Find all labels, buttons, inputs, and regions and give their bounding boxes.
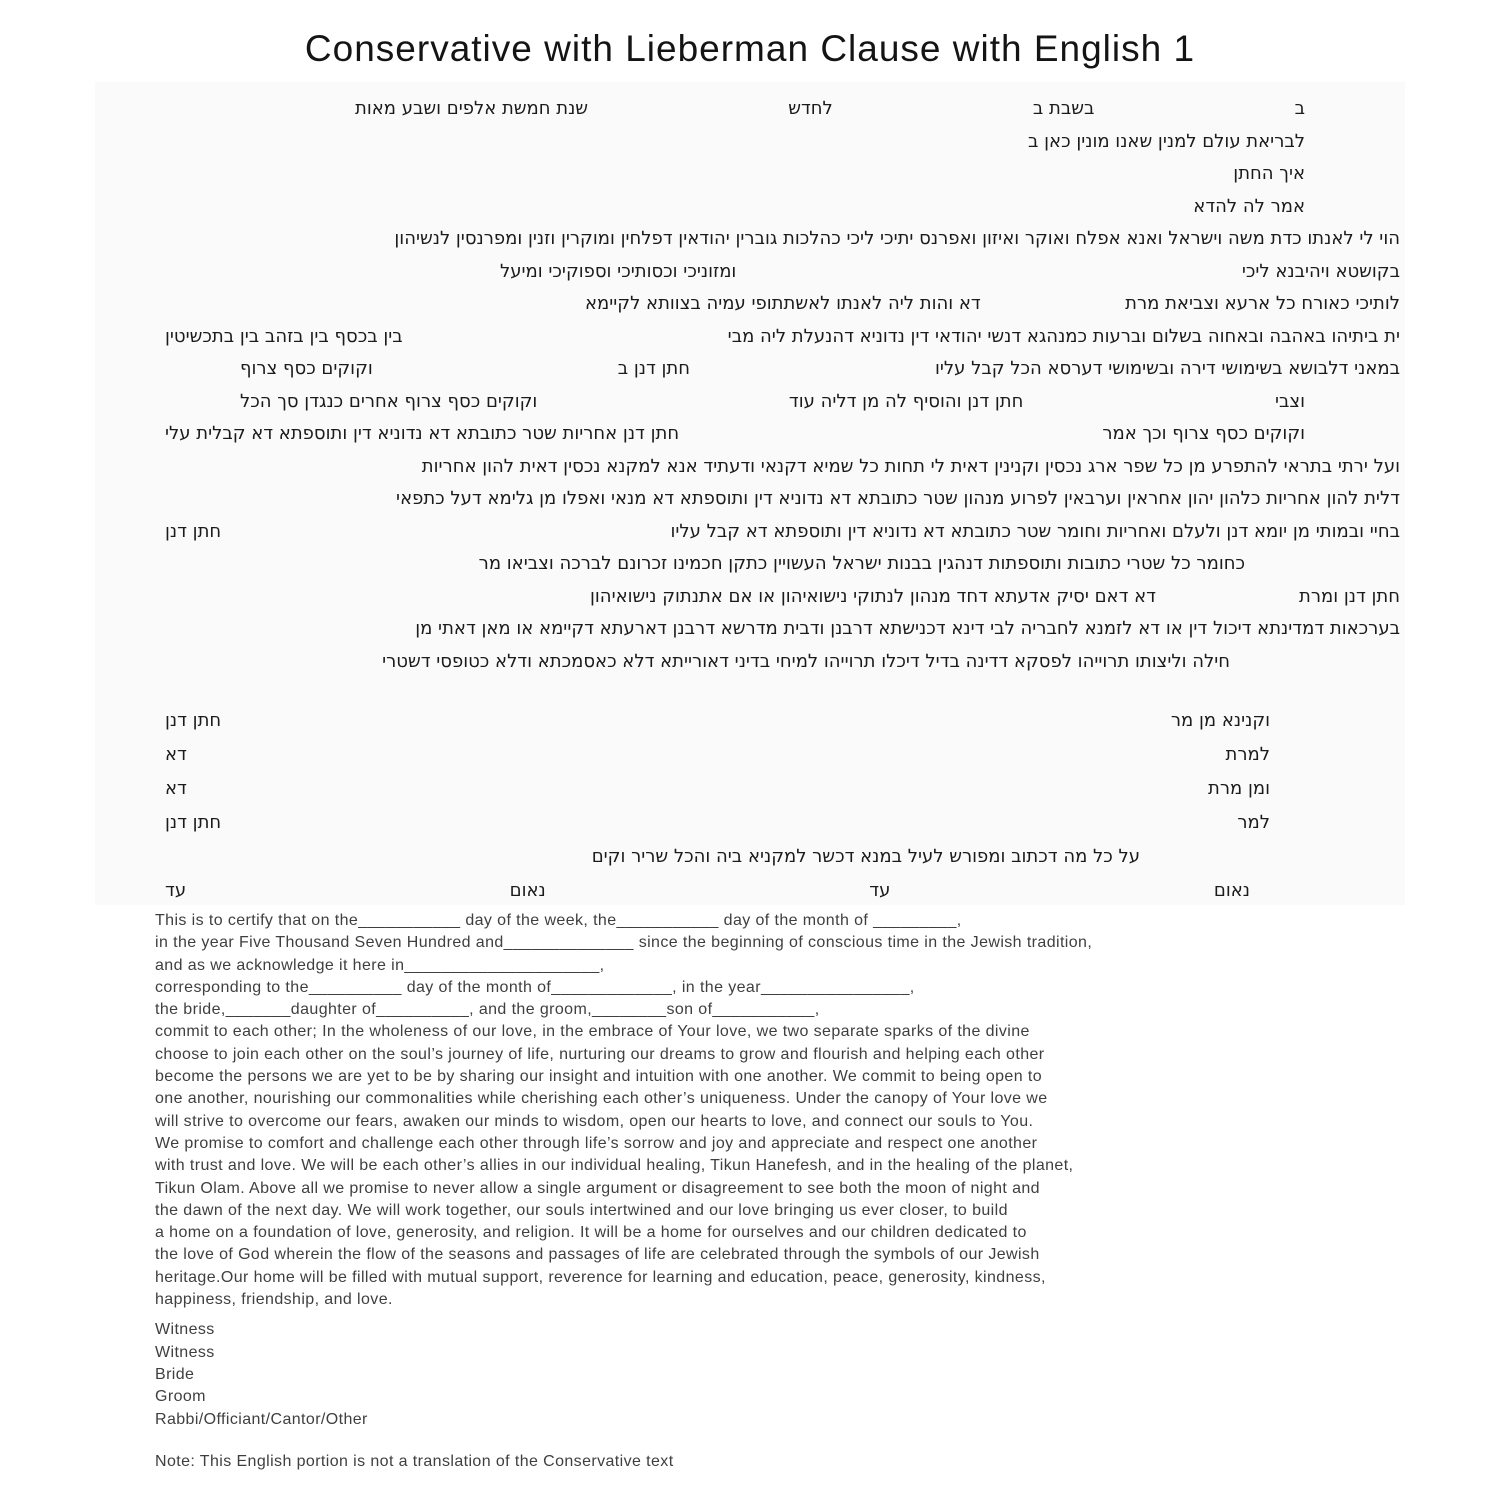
hebrew-line (165, 391, 1400, 424)
hebrew-line (165, 812, 1400, 846)
hebrew-segment: וקוקים כסף צרוף (240, 358, 373, 379)
english-line: with trust and love. We will be each other’s allies in our individual healing, Tikun Hanefesh, and in the healing of the planet, (155, 1157, 1074, 1175)
hebrew-segment: למרת (1225, 744, 1270, 765)
english-line: one another, nourishing our commonalities while cherishing each other’s uniqueness. Under the canopy of Your love we (155, 1090, 1048, 1108)
hebrew-line (165, 778, 1400, 812)
hebrew-segment: חתן דנן (165, 710, 222, 731)
english-line: the love of God wherein the flow of the seasons and passages of life are celebrated through the symbols of our Jewish (155, 1246, 1040, 1264)
hebrew-line (165, 131, 1400, 164)
note-text: Note: This English portion is not a translation of the Conservative text (155, 1452, 674, 1470)
english-line: the bride,_______daughter of__________, and the groom,________son of___________, (155, 1001, 820, 1019)
hebrew-segment: אמר לה להדא (1193, 195, 1305, 217)
hebrew-segment: נאום (509, 880, 546, 901)
hebrew-line (165, 880, 1400, 914)
signer-label: Groom (155, 1388, 206, 1406)
english-line: will strive to overcome our fears, awaken our minds to wisdom, open our hearts to love, and connect our souls to You. (155, 1112, 1034, 1130)
english-line: heritage.Our home will be filled with mutual support, reverence for learning and education, peace, generosity, kindness, (155, 1268, 1046, 1286)
hebrew-line (165, 228, 1400, 261)
english-line: happiness, friendship, and love. (155, 1291, 393, 1309)
hebrew-segment: לבריאת עולם למנין שאנו מונין כאן ב (1028, 130, 1305, 152)
hebrew-line (165, 261, 1400, 294)
english-line: become the persons we are yet to be by sharing our insight and intuition with one another. We commit to being open to (155, 1068, 1043, 1086)
hebrew-segment: חתן דנן (165, 520, 222, 542)
signer-label: Witness (155, 1321, 215, 1339)
hebrew-line (165, 618, 1400, 651)
hebrew-segment: חילה וליצותו תרוייהו לפסקא דדינה בדיל דיכלו תרוייהו למיחי בדיני דאורייתא דלא כאסמכתא ודלא כטופסי דשטרי (382, 650, 1230, 672)
hebrew-segment: וקנינא מן מר (1170, 710, 1270, 731)
hebrew-segment: כחומר כל שטרי כתובות ותוספתות דנהגין בבנות ישראל העשויין כתקן חכמינו זכרונם לברכה וצביאו מר (478, 553, 1245, 574)
hebrew-segment: דא והות ליה לאנתו לאשתתופי עמיה בצוותא לקיימא (585, 293, 981, 314)
hebrew-line (165, 196, 1400, 229)
hebrew-segment: וקוקים כסף צרוף וכך אמר (1102, 423, 1305, 444)
english-line: We promise to comfort and challenge each other through life’s sorrow and joy and appreciate and respect one another (155, 1134, 1038, 1152)
hebrew-segment: איך החתן (1233, 163, 1305, 184)
signer-label: Rabbi/Officiant/Cantor/Other (155, 1410, 368, 1428)
hebrew-line (165, 744, 1400, 778)
hebrew-segment: נאום (1213, 880, 1250, 901)
hebrew-segment: חתן דנן (165, 812, 222, 833)
hebrew-segment: עד (165, 880, 187, 901)
signer-labels-list (155, 1319, 1245, 1430)
hebrew-line (165, 710, 1400, 744)
hebrew-line (165, 163, 1400, 196)
hebrew-segment: חתן דנן והוסיף לה מן דליה עוד (788, 390, 1024, 412)
hebrew-segment: ומזוניכי וכסותיכי וספוקיכי ומיעל (500, 260, 737, 282)
page-title: Conservative with Lieberman Clause with English 1 (304, 28, 1196, 69)
hebrew-line (165, 358, 1400, 391)
english-text-block (155, 910, 1245, 1473)
hebrew-line (165, 846, 1400, 880)
signer-label: Witness (155, 1343, 215, 1361)
english-line: This is to certify that on the___________ day of the week, the___________ day of the month of _________, (155, 912, 962, 929)
hebrew-segment: דא דאם יסיק אדעתא דחד מנהון לנתוקי נישואיהון או אם אתנתוק נישואיהון (590, 585, 1156, 607)
hebrew-text-block (165, 98, 1400, 914)
hebrew-segment: למר (1237, 812, 1270, 833)
hebrew-segment: בקושטא ויהיבנא ליכי (1241, 260, 1400, 282)
english-line: choose to join each other on the soul’s journey of life, nurturing our dreams to grow and flourish and helping each other (155, 1045, 1045, 1063)
english-line: a home on a foundation of love, generosity, and religion. It will be a home for ourselves and our children dedicated to (155, 1224, 1027, 1242)
hebrew-segment: וצבי (1274, 390, 1305, 412)
hebrew-segment: במאני דלבושא בשימושי דירה ובשימושי דערסא הכל קבל עליו (935, 358, 1400, 379)
hebrew-segment: על כל מה דכתוב ומפורש לעיל במנא דכשר למקניא ביה והכל שריר וקים (591, 846, 1140, 867)
hebrew-line (165, 553, 1400, 586)
hebrew-line (165, 521, 1400, 554)
hebrew-line (165, 98, 1400, 131)
hebrew-segment: הוי לי לאנתו כדת משה וישראל ואנא אפלח ואוקר ואיזון ואפרנס יתיכי ליכי כהלכות גוברין יהודאין דפלחין ומוקרין וזנין ומפרנסין לנשיהון (394, 228, 1400, 249)
hebrew-line (165, 326, 1400, 359)
hebrew-line (165, 586, 1400, 619)
english-line: commit to each other; In the wholeness of our love, in the embrace of Your love, we two separate sparks of the divine (155, 1023, 1030, 1041)
english-line: in the year Five Thousand Seven Hundred and______________ since the beginning of conscious time in the Jewish tradition, (155, 934, 1093, 952)
hebrew-line (165, 651, 1400, 684)
hebrew-segment: עד (869, 880, 891, 901)
hebrew-segment: בשבת ב (1032, 98, 1095, 119)
hebrew-segment: בחיי ובמותי מן יומא דנן ולעלם ואחריות וחומר שטר כתובתא דא נדוניא דין ותוספתא דא קבל עליו (670, 520, 1400, 542)
hebrew-segment: וקוקים כסף צרוף אחרים כנגדן סך הכל (240, 390, 538, 412)
hebrew-segment: דא (165, 744, 187, 765)
hebrew-segment: בין בכסף בין בזהב בין בתכשיטין (165, 325, 403, 347)
hebrew-line (165, 293, 1400, 326)
hebrew-segment: חתן דנן אחריות שטר כתובתא דא נדוניא דין ותוספתא דא קבלית עלי (165, 423, 680, 444)
hebrew-line (165, 423, 1400, 456)
hebrew-segment: לותיכי כאורח כל ארעא וצביאת מרת (1125, 293, 1400, 314)
english-line: Tikun Olam. Above all we promise to never allow a single argument or disagreement to see both the moon of night and (155, 1179, 1040, 1197)
english-line: and as we acknowledge it here in_____________________, (155, 956, 605, 974)
hebrew-line (165, 488, 1400, 521)
hebrew-segment: לחדש (788, 98, 833, 119)
hebrew-line (165, 456, 1400, 489)
signer-label: Bride (155, 1365, 195, 1383)
hebrew-segment: דא (165, 778, 187, 799)
hebrew-segment: חתן דנן ב (617, 358, 691, 379)
english-line: corresponding to the__________ day of the month of_____________, in the year________________, (155, 978, 915, 996)
hebrew-segment: ומן מרת (1208, 778, 1270, 799)
hebrew-segment: שנת חמשת אלפים ושבע מאות (355, 98, 589, 119)
hebrew-segment: ית ביתיהו באהבה ובאחוה בשלום וברעות כמנהגא דנשי יהודאי דין נדוניא דהנעלת ליה מבי (727, 325, 1400, 347)
english-line: the dawn of the next day. We will work together, our souls intertwined and our love bringing us ever closer, to build (155, 1201, 1008, 1219)
hebrew-segment: דלית להון אחריות כלהון יהון אחראין וערבאין לפרוע מנהון שטר כתובתא דא נדוניא דין ותוספתא דא מנאי ואפלו מן גלימא דעל כתפאי (396, 488, 1400, 509)
english-certify-paragraph (155, 910, 1245, 1311)
hebrew-segment: ב (1294, 98, 1305, 119)
hebrew-segment: ועל ירתי בתראי להתפרע מן כל שפר ארג נכסין וקנינין דאית לי תחות כל שמיא דקנאי ודעתיד אנא למקנא נכסין דאית להון אחריות (421, 455, 1400, 477)
hebrew-segment: בערכאות דמדינתא דיכול דין או דא לזמנא לחבריה לבי דינא דכנישתא דרבנן ודבית מדרשא דרבנן דארעתא דקיימא או מאן דאתי מן (415, 618, 1400, 639)
hebrew-segment: חתן דנן ומרת (1299, 585, 1400, 607)
